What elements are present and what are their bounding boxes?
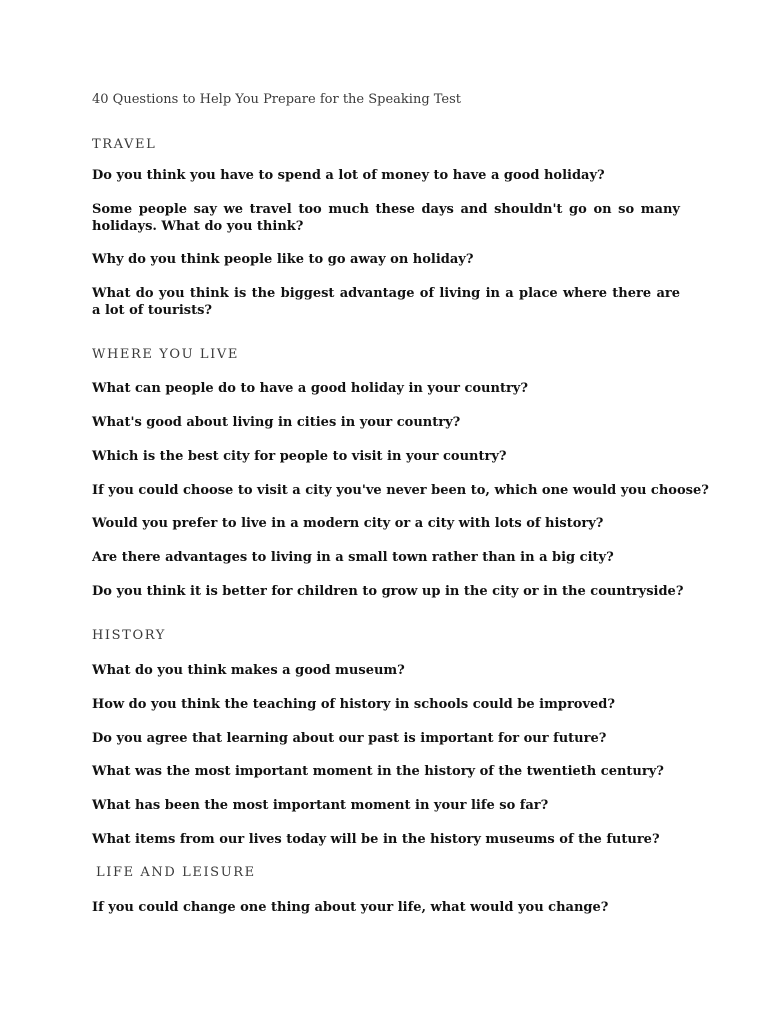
- question-item: Do you agree that learning about our past is important for our future?: [92, 731, 607, 746]
- question-item: Some people say we travel too much these days and shouldn't go on so many holidays. What do you think?: [92, 202, 680, 234]
- question-item: What do you think makes a good museum?: [92, 663, 405, 678]
- question-item: What was the most important moment in the history of the twentieth century?: [92, 764, 664, 779]
- question-item: Which is the best city for people to visit in your country?: [92, 449, 507, 464]
- document-title: 40 Questions to Help You Prepare for the Speaking Test: [92, 92, 462, 107]
- question-item: What items from our lives today will be in the history museums of the future?: [92, 832, 660, 847]
- question-item: If you could choose to visit a city you've never been to, which one would you choose?: [92, 483, 709, 498]
- question-item: What can people do to have a good holiday in your country?: [92, 381, 528, 396]
- question-item: Why do you think people like to go away on holiday?: [92, 252, 474, 267]
- section-heading-history: HISTORY: [92, 628, 166, 643]
- question-item: How do you think the teaching of history in schools could be improved?: [92, 697, 616, 712]
- question-item: Are there advantages to living in a small town rather than in a big city?: [92, 550, 614, 565]
- question-item: What's good about living in cities in your country?: [92, 415, 461, 430]
- question-item: Do you think you have to spend a lot of money to have a good holiday?: [92, 168, 605, 183]
- question-item: If you could change one thing about your life, what would you change?: [92, 900, 609, 915]
- section-heading-travel: TRAVEL: [92, 137, 157, 152]
- question-item: Do you think it is better for children to grow up in the city or in the countryside?: [92, 584, 684, 599]
- question-item: What do you think is the biggest advantage of living in a place where there are a lot of tourists?: [92, 286, 680, 318]
- section-heading-where-you-live: WHERE YOU LIVE: [92, 347, 239, 362]
- question-item: What has been the most important moment in your life so far?: [92, 798, 549, 813]
- section-heading-life-and-leisure: LIFE AND LEISURE: [96, 865, 256, 880]
- question-item: Would you prefer to live in a modern city or a city with lots of history?: [92, 516, 604, 531]
